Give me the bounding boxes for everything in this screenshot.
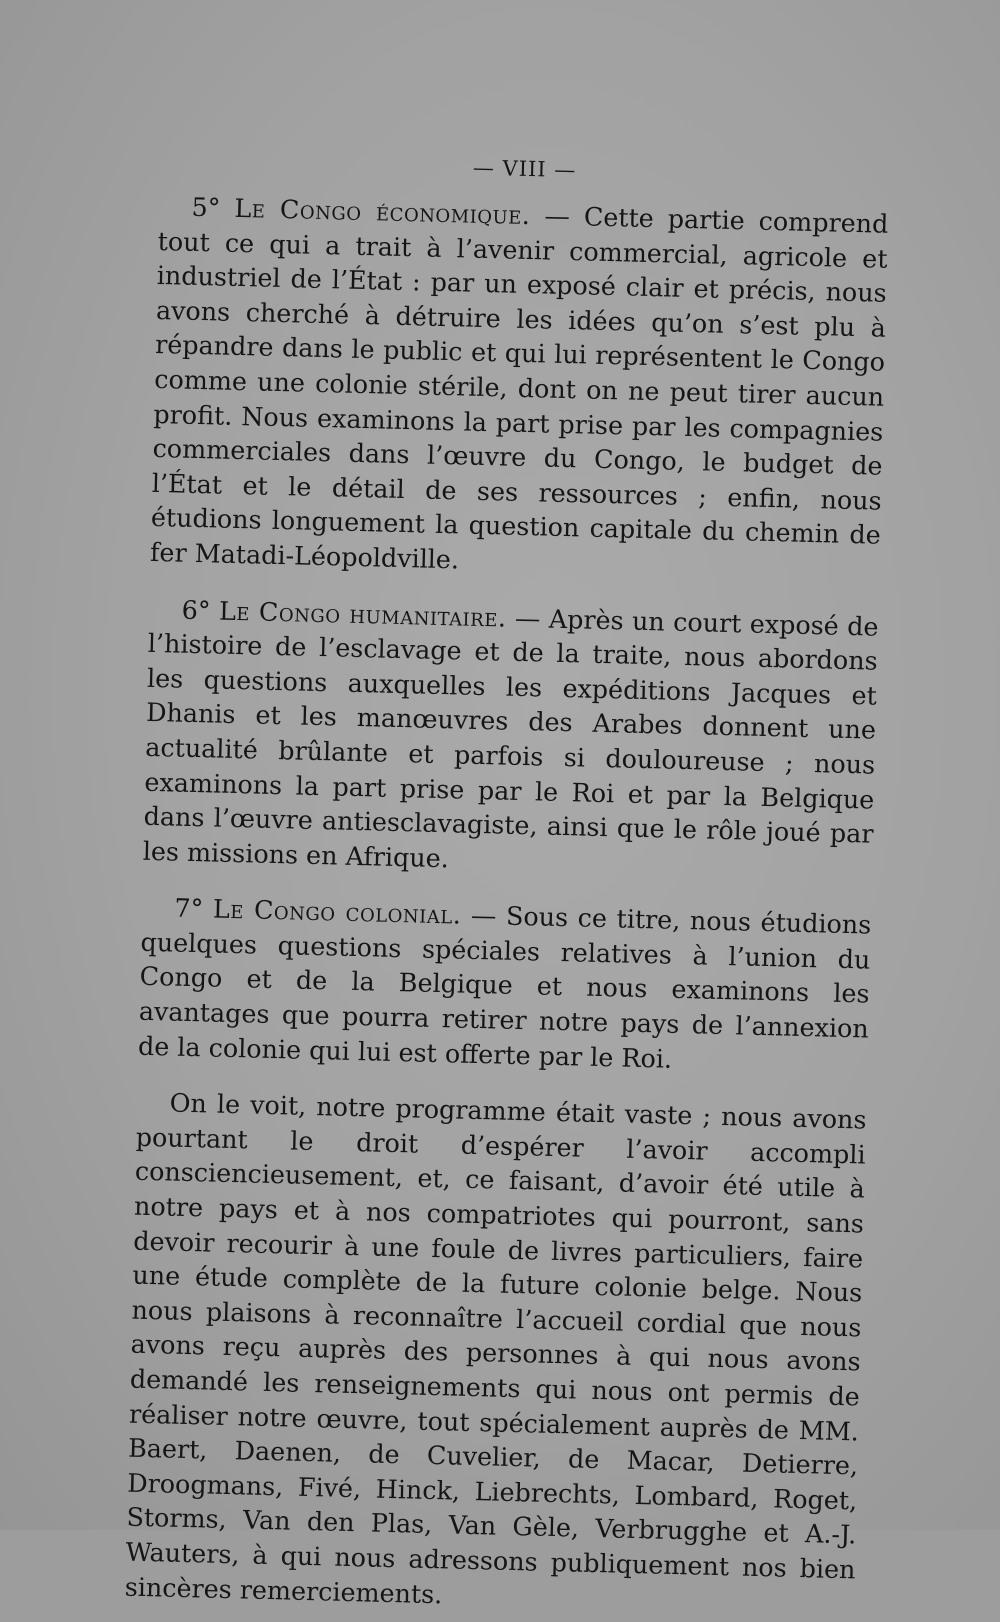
section-title: Le Congo économique.	[234, 192, 531, 231]
section-title: Le Congo colonial.	[212, 893, 462, 930]
section-text: — Cette partie comprend tout ce qui a trait à l’avenir commercial, agricole et industriel de l’État : par un exposé clair et précis, nous avons cherché à détruire les idées qu’on s’est plu à répandre dans le public et qui lui représentent le Congo comme une colonie stérile, dont on ne peut tirer aucun profit. Nous examinons la part prise par les compagnies commerciales dans l’œuvre du Congo, le budget de l’État et le détail de ses ressources ; enfin, nous étudions longuement la question capitale du chemin de fer Matadi-Léopoldville.	[149, 200, 889, 575]
text-block	[124, 148, 889, 1622]
closing-paragraph: On le voit, notre programme était vaste ; nous avons pourtant le droit d’espérer l’avoir accompli consciencieusement, et, ce faisant, d’avoir été utile à notre pays et à nos compatriotes qui pourront, sans devoir recourir à une foule de livres particuliers, faire une étude complète de la future colonie belge. Nous nous plaisons à reconnaître l’accueil cordial que nous avons reçu auprès des personnes à qui nous avons demandé les renseignements qui nous ont permis de réaliser notre œuvre, tout spécialement auprès de MM. Baert, Daenen, de Cuvelier, de Macar, Detierre, Droogmans, Fivé, Hinck, Liebrechts, Lombard, Roget, Storms, Van den Plas, Van Gèle, Verbrugghe et A.-J. Wauters, à qui nous adressons publiquement nos bien sincères remerciements.	[124, 1087, 867, 1609]
section-number: 6°	[181, 594, 211, 625]
section-text: — Sous ce titre, nous étudions quelques questions spéciales relatives à l’union du Congo et de la Belgique et nous examinons les avantages que pourra retirer notre pays de l’annexion de la colonie qui lui est offerte par le Roi.	[137, 900, 872, 1074]
section-colonial	[138, 890, 872, 1081]
section-number: 7°	[174, 892, 204, 924]
section-number: 5°	[191, 191, 221, 223]
section-humanitaire	[142, 591, 879, 886]
section-economique	[150, 189, 889, 587]
page-folio: — VIII —	[472, 155, 577, 183]
section-text: — Après un court exposé de l’histoire de l’esclavage et de la traite, nous abordons les questions auxquelles les expéditions Jacques et Dhanis et les manœuvres des Arabes donnent une actualité brûlante et parfois si douloureuse ; nous examinons la part prise par le Roi et par la Belgique dans l’œuvre antiesclavagiste, ainsi que le rôle joué par les missions en Afrique.	[142, 602, 879, 873]
section-title: Le Congo humanitaire.	[218, 595, 507, 633]
